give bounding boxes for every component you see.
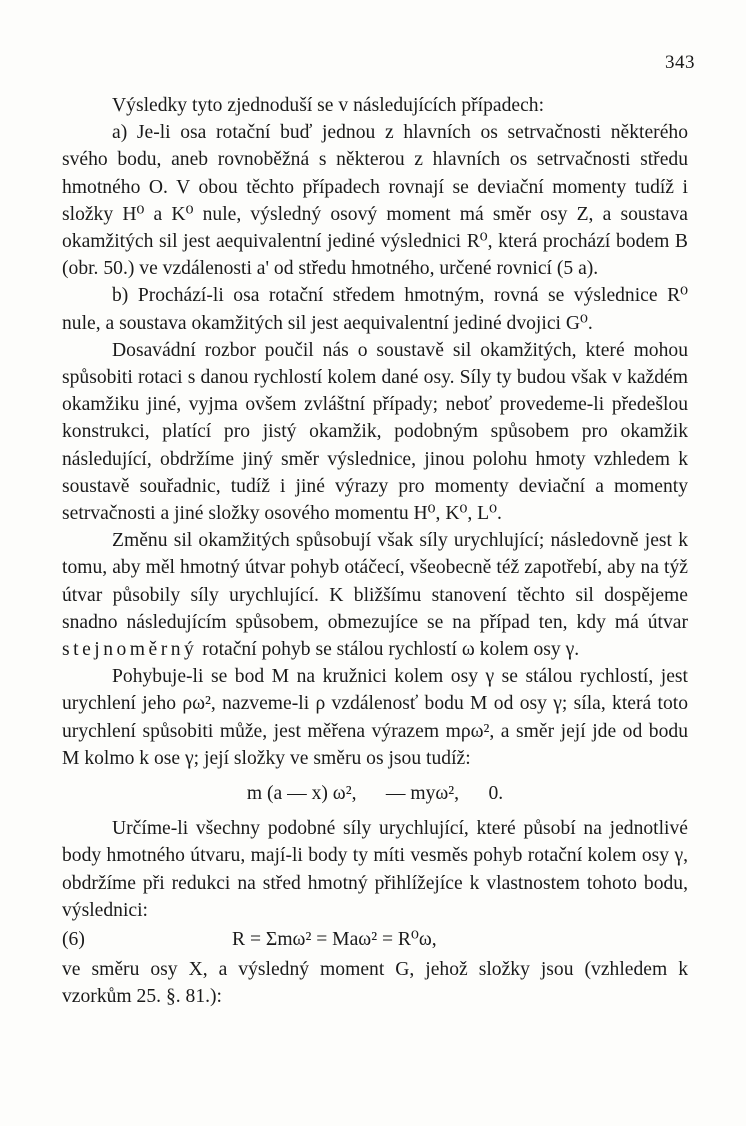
page-body <box>62 92 688 1011</box>
equation-body: R = Σmω² = Maω² = R⁰ω, <box>232 929 437 951</box>
paragraph-4 <box>62 527 688 663</box>
page-number: 343 <box>665 52 695 73</box>
equation-6 <box>62 926 688 956</box>
paragraph-case-a: a) Je-li osa rotační buď jednou z hlavních os setrvačnosti některého svého bodu, aneb rovnoběžná s některou z hlavních os setrvačnosti středu hmotného O. V obou těchto případech rovnají se deviační momenty tudíž i složky H⁰ a K⁰ nule, výsledný osový moment má směr osy Z, a soustava okamžitých sil jest aequivalentní jediné výslednici R⁰, která prochází bodem B (obr. 50.) ve vzdálenosti a' od středu hmotného, určené rovnicí (5 a). <box>62 122 688 280</box>
formula-components: m (a — x) ω², — myω², 0. <box>246 783 504 805</box>
paragraph-4-part-2: rotační pohyb se stálou rychlostí ω kolem osy γ. <box>202 639 580 661</box>
paragraph-6: Určíme-li všechny podobné síly urychlující, které působí na jednotlivé body hmotného útvaru, mají-li body ty míti vesměs pohyb rotační kolem osy γ, obdržíme při redukci na střed hmotný přihlížejíce k vlastnostem tohoto bodu, výslednici: <box>62 818 688 921</box>
paragraph-4-part-1: Změnu sil okamžitých spůsobují však síly urychlující; následovně jest k tomu, aby měl hmotný útvar pohyb otáčecí, všeobecně též zapotřebí, aby na týž útvar působily síly urychlující. K bližšímu stanovení těchto sil dospějeme snadno následujícím spůsobem, obmezujíce se na případ ten, kdy má útvar <box>62 530 688 633</box>
spaced-word: stejnoměrný <box>62 639 198 661</box>
paragraph-7: ve směru osy X, a výsledný moment G, jehož složky jsou (vzhledem k vzorkům 25. §. 81.): <box>62 959 688 1008</box>
paragraph-3: Dosavádní rozbor poučil nás o soustavě sil okamžitých, které mohou spůsobiti rotaci s danou rychlostí kolem dané osy. Síly ty budou však v každém okamžiku jiné, vyjma ovšem zvláštní případy; neboť provedeme-li předešlou konstrukci, platící pro jistý okamžik, podobným spůsobem pro okamžik následující, obdržíme jiný směr výslednice, jinou polohu hmoty vzhledem k soustavě souřadnic, tudíž i jiné výrazy pro momenty deviační a momenty setrvačnosti a jiné složky osového momentu H⁰, K⁰, L⁰. <box>62 339 688 525</box>
paragraph-5: Pohybuje-li se bod M na kružnici kolem osy γ se stálou rychlostí, jest urychlení jeho ρω², nazveme-li ρ vzdálenosť bodu M od osy γ; síla, která toto urychlení spůsobiti může, jest měřena výrazem mρω², a směr její jde od bodu M kolmo k ose γ; její složky ve směru os jsou tudíž: <box>62 666 688 769</box>
equation-number: (6) <box>62 929 85 951</box>
paragraph-case-b: b) Prochází-li osa rotační středem hmotným, rovná se výslednice R⁰ nule, a soustava okamžitých sil jest aequivalentní jediné dvojici G⁰. <box>62 285 688 334</box>
paragraph-intro: Výsledky tyto zjednoduší se v následujících případech: <box>112 95 545 116</box>
